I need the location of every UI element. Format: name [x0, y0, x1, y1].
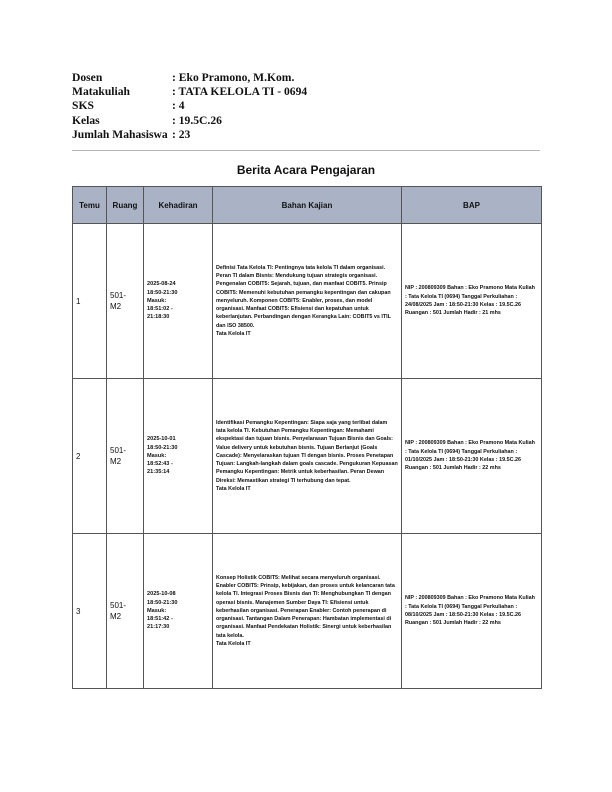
kehadiran-text: 2025-10-01 18:50-21:30 Masuk: 18:52:43 - 21:35:14	[147, 436, 178, 476]
cell-bap	[402, 379, 542, 534]
cell-bap	[402, 224, 542, 379]
bahan-kajian-text: Konsep Holistik COBIT5: Melihat secara menyeluruh organisasi. Enabler COBIT5: Prinsip, kebijakan, dan proses untuk kelancaran tata kelola TI. Integrasi Proses Bisnis dan TI: Menghubungkan TI dengan operasi bisnis. Manajemen Sumber Daya TI: Efisiensi untuk keberhasilan organisasi. Penerapan Enabler: Contoh penerapan di organisasi. Tantangan Dalam Penerapan: Hambatan implementasi di organisasi. Manfaat Pendekatan Holistik: Sinergi untuk keberhasilan tata kelola. Tata Kelola IT	[216, 574, 395, 648]
column-header-bap: BAP	[402, 187, 542, 224]
info-label: Kelas	[72, 113, 100, 127]
info-label: Matakuliah	[72, 85, 130, 99]
info-row-sks	[72, 99, 307, 113]
column-header-bahan-kajian: Bahan Kajian	[213, 187, 402, 224]
page-title: Berita Acara Pengajaran	[236, 163, 376, 177]
cell-kehadiran	[144, 224, 213, 379]
bahan-kajian-text: Identifikasi Pemangku Kepentingan: Siapa saja yang terlibat dalam tata kelola TI. Kebutuhan Pemangku Kepentingan: Memahami ekspektasi dan tujuan bisnis. Penyelarasan Tujuan Bisnis dan Goals: Value delivery untuk kebutuhan bisnis. Tujuan Berlanjut (Goals Cascade): Menyelaraskan tujuan TI dengan bisnis. Proses Penetapan Tujuan: Langkah-langkah dalam goals cascade. Pengukuran Kepuasan Pemangku Kepentingan: Metrik untuk keberhasilan. Peran Dewan Direksi: Memastikan strategi TI terhubung dan tepat. Tata Kelola IT	[216, 419, 398, 493]
ruang-text: 501- M2	[110, 291, 127, 311]
table-row	[73, 379, 542, 534]
bap-text: NIP : 200809309 Bahan : Eko Pramono Mata Kuliah : Tata Kelola TI (0694) Tanggal Perkuliahan : 08/10/2025 Jam : 18:50-21:30 Kelas : 19.5C.26 Ruangan : 501 Jumlah Hadir : 22 mhs	[405, 595, 535, 627]
info-value: : 4	[172, 99, 185, 113]
cell-ruang	[107, 534, 144, 689]
kehadiran-text: 2025-08-24 18:50-21:30 Masuk: 18:51:02 - 21:18:30	[147, 281, 178, 321]
table-header-row	[73, 187, 542, 224]
column-header-ruang: Ruang	[107, 187, 144, 224]
cell-bahan-kajian	[213, 379, 402, 534]
kehadiran-text: 2025-10-08 18:50-21:30 Masuk: 18:51:42 - 21:17:30	[147, 591, 178, 631]
info-row-dosen	[72, 71, 307, 85]
course-info	[72, 71, 307, 142]
cell-bahan-kajian	[213, 224, 402, 379]
cell-temu: 2	[73, 379, 107, 534]
cell-ruang	[107, 224, 144, 379]
table-row	[73, 534, 542, 689]
bap-text: NIP : 200809309 Bahan : Eko Pramono Mata Kuliah : Tata Kelola TI (0694) Tanggal Perkuliahan : 24/08/2025 Jam : 18:50-21:30 Kelas : 19.5C.26 Ruangan : 501 Jumlah Hadir : 21 mhs	[405, 285, 535, 317]
cell-ruang	[107, 379, 144, 534]
cell-bap	[402, 534, 542, 689]
cell-bahan-kajian	[213, 534, 402, 689]
info-value: : TATA KELOLA TI - 0694	[172, 85, 308, 99]
divider	[72, 150, 540, 151]
bap-text: NIP : 200809309 Bahan : Eko Pramono Mata Kuliah : Tata Kelola TI (0694) Tanggal Perkuliahan : 01/10/2025 Jam : 18:50-21:30 Kelas : 19.5C.26 Ruangan : 501 Jumlah Hadir : 22 mhs	[405, 440, 535, 472]
info-value: : 23	[172, 127, 191, 141]
cell-kehadiran	[144, 379, 213, 534]
teaching-record-table	[72, 186, 542, 689]
table-row	[73, 224, 542, 379]
info-row-matakuliah	[72, 85, 307, 99]
cell-temu: 1	[73, 224, 107, 379]
info-label: Dosen	[72, 71, 103, 84]
ruang-text: 501- M2	[110, 601, 127, 621]
info-value: : 19.5C.26	[172, 113, 222, 127]
info-label: Jumlah Mahasiswa	[72, 127, 168, 141]
ruang-text: 501- M2	[110, 446, 127, 466]
info-row-kelas	[72, 114, 307, 128]
cell-kehadiran	[144, 534, 213, 689]
info-label: SKS	[72, 99, 94, 113]
bahan-kajian-text: Definisi Tata Kelola TI: Pentingnya tata kelola TI dalam organisasi. Peran TI dalam Bisnis: Mendukung tujuan strategis organisasi. Pengenalan COBIT5: Sejarah, tujuan, dan manfaat COBIT5. Prinsip COBIT5: Memenuhi kebutuhan pemangku kepentingan dan cakupan menyeluruh. Komponen COBIT5: Enabler, proses, dan model organisasi. Manfaat COBIT5: Efisiensi dan kepatuhan untuk keberlanjutan. Perbandingan dengan Kerangka Lain: COBIT5 vs ITIL dan ISO 38500. Tata Kelola IT	[216, 264, 391, 338]
info-row-jumlah-mahasiswa	[72, 128, 307, 142]
column-header-temu: Temu	[73, 187, 107, 224]
cell-temu: 3	[73, 534, 107, 689]
info-value: : Eko Pramono, M.Kom.	[172, 71, 295, 84]
column-header-kehadiran: Kehadiran	[144, 187, 213, 224]
